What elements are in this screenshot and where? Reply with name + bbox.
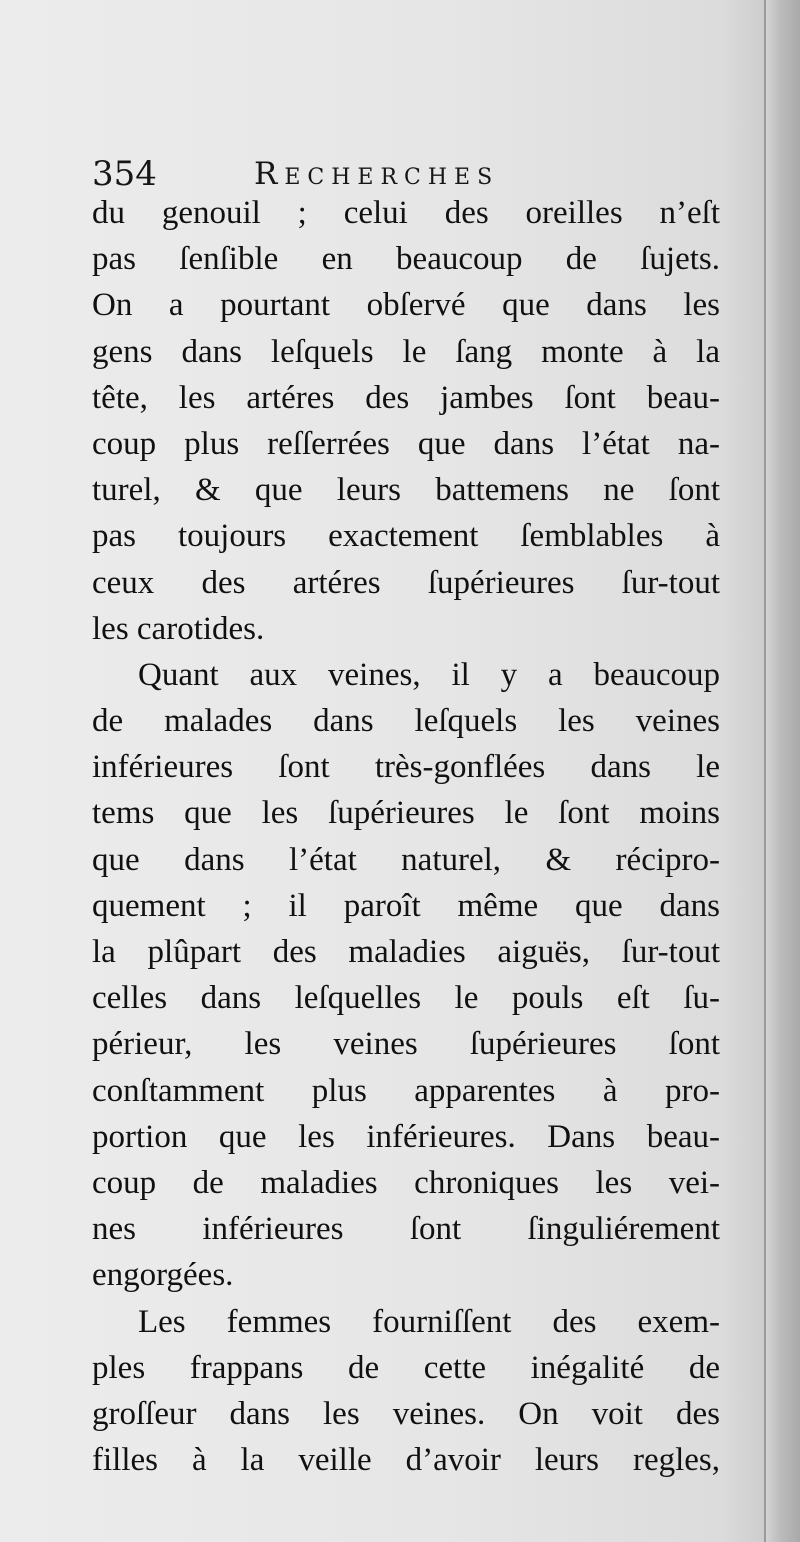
text-line: inférieures ſont très-gonflées dans le xyxy=(92,749,720,786)
text-line: conſtamment plus apparentes à pro- xyxy=(92,1072,720,1109)
text-line: turel, & que leurs battemens ne ſont xyxy=(92,472,720,509)
text-line: du genouil ; celui des oreilles n’eſt xyxy=(92,195,720,231)
running-head: Recherches xyxy=(254,156,500,192)
text-line: la plûpart des maladies aiguës, ſur-tout xyxy=(92,934,720,970)
page-number: 354 xyxy=(92,154,157,194)
text-line: tems que les ſupérieures le ſont moins xyxy=(92,795,720,832)
text-line: que dans l’état naturel, & récipro- xyxy=(92,841,720,878)
text-line: ples frappans de cette inégalité de xyxy=(92,1349,720,1386)
text-line: groſſeur dans les veines. On voit des xyxy=(92,1395,720,1432)
text-line: Les femmes fourniſſent des exem- xyxy=(138,1303,720,1340)
page-edge xyxy=(764,0,800,1542)
text-line: quement ; il paroît même que dans xyxy=(92,887,720,924)
text-line: celles dans leſquelles le pouls eſt ſu- xyxy=(92,980,720,1017)
text-line: gens dans leſquels le ſang monte à la xyxy=(92,333,720,370)
body-text xyxy=(92,190,720,1483)
text-line: pas ſenſible en beaucoup de ſujets. xyxy=(92,241,720,278)
text-line: nes inférieures ſont ſinguliérement xyxy=(92,1211,720,1248)
text-line: portion que les inférieures. Dans beau- xyxy=(92,1118,720,1155)
text-line: filles à la veille d’avoir leurs regles, xyxy=(92,1442,720,1479)
text-line: les carotides. xyxy=(92,610,265,647)
text-line: de malades dans leſquels les veines xyxy=(92,703,720,740)
text-line: pas toujours exactement ſemblables à xyxy=(92,518,720,555)
text-line: engorgées. xyxy=(92,1257,234,1294)
text-line: coup de maladies chroniques les vei- xyxy=(92,1164,720,1201)
text-line: ceux des artéres ſupérieures ſur-tout xyxy=(92,564,720,601)
text-line: périeur, les veines ſupérieures ſont xyxy=(92,1026,720,1063)
text-line: On a pourtant obſervé que dans les xyxy=(92,287,720,324)
text-line: tête, les artéres des jambes ſont beau- xyxy=(92,379,720,416)
text-line: Quant aux veines, il y a beaucoup xyxy=(138,656,720,693)
text-line: coup plus reſſerrées que dans l’état na- xyxy=(92,425,720,462)
